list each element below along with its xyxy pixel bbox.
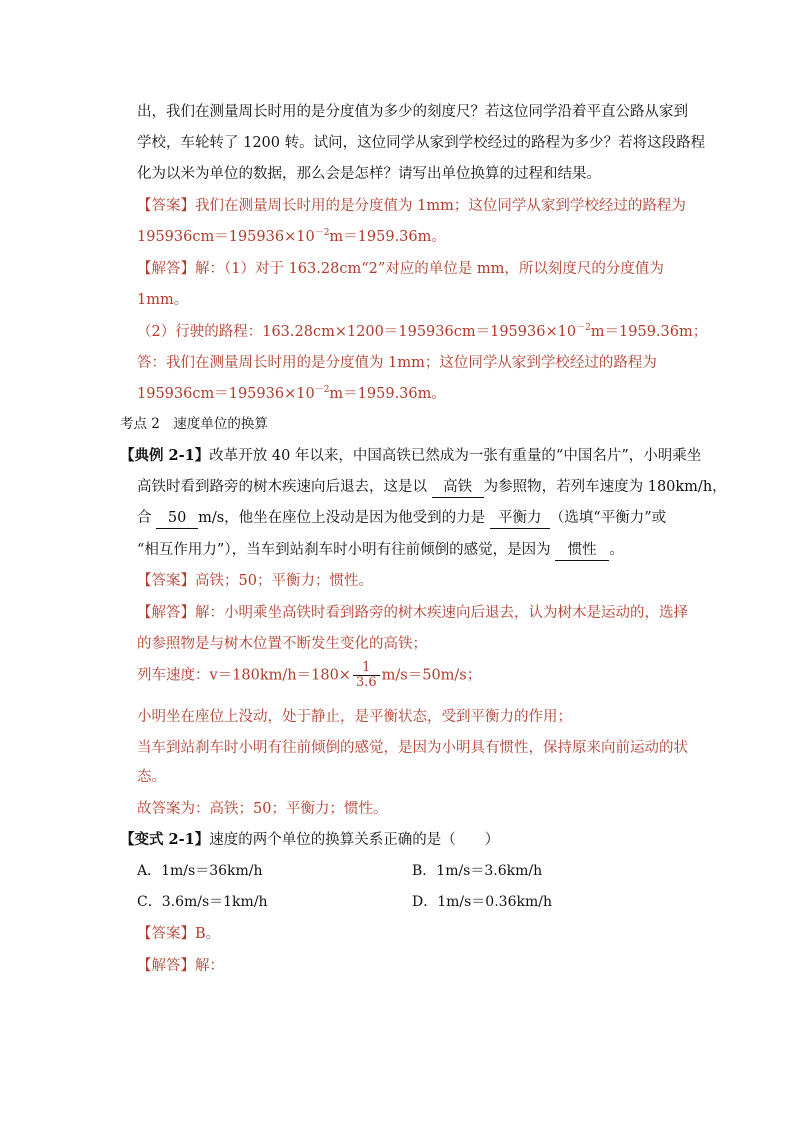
solution-tag: 【解答】	[137, 261, 195, 277]
example-2-1-line-1: 【典例 2-1】改革开放 40 年以来，中国高铁已然成为一张有重量的“中国名片”，小明乘坐	[120, 447, 702, 464]
solution-1	[137, 259, 664, 279]
example-2-1-line-4: “相互作用力”），当车到站刹车时小明有往前倾倒的感觉，是因为 惯性 。	[137, 540, 624, 561]
intro-line-2: 学校，车轮转了 1200 转。试问，这位同学从家到学校经过的路程为多少？若将这段路程	[137, 135, 706, 151]
solution-1-line-5: $195936cm=195936\times 10^{-2}m=1959.36m$。	[137, 385, 446, 402]
answer-1-line-1: 我们在测量周长时用的是分度值为 1mm；这位同学从家到学校经过的路程为	[195, 198, 686, 214]
blank-inertia: 惯性	[555, 540, 609, 561]
intro-line-3: 化为以米为单位的数据，那么会是怎样？请写出单位换算的过程和结果。	[137, 166, 601, 182]
option-c[interactable]: C．3.6m/s＝1km/h	[137, 894, 268, 910]
variant-tag: 【变式 2-1】	[120, 831, 210, 848]
solution-1-line-4: 答：我们在测量周长时用的是分度值为 1mm；这位同学从家到学校经过的路程为	[137, 355, 657, 371]
answer-tag: 【答案】	[137, 573, 195, 589]
answer-1-line-2: $195936cm=195936\times 10^{-2}m=1959.36m$。	[137, 228, 446, 245]
fraction: $\frac{1}{3.6}$	[353, 661, 380, 690]
blank-speed: 50	[156, 508, 198, 529]
solution-2-line-6: 态。	[137, 769, 166, 785]
answer-tag: 【答案】	[137, 926, 195, 942]
blank-reference: 高铁	[432, 477, 484, 498]
answer-tag: 【答案】	[137, 198, 195, 214]
example-2-1-line-2: 高铁时看到路旁的树木疾速向后退去，这是以 高铁 为参照物，若列车速度为 180km/h，	[137, 477, 727, 498]
solution-1-line-3: （2）行驶的路程：$163.28cm\times 1200=195936cm=195936\times 10^{-2}m=1959.36m$；	[137, 323, 708, 340]
variant-2-1: 【变式 2-1】速度的两个单位的换算关系正确的是（ ）	[120, 831, 500, 848]
solution-tag: 【解答】	[137, 958, 195, 974]
option-a[interactable]: A．1m/s＝36km/h	[137, 863, 263, 879]
solution-1-line-1: 解：（1）对于 163.28cm“2”对应的单位是 mm，所以刻度尺的分度值为	[195, 261, 664, 277]
section-title: 考点 2 速度单位的换算	[120, 416, 268, 432]
answer-2: 【答案】高铁；50；平衡力；惯性。	[137, 573, 373, 589]
solution-2-line-3: 列车速度：v＝180km/h＝180× $\frac{1}{3.6}$ m/s＝50m/s；	[137, 660, 482, 690]
solution-2-line-4: 小明坐在座位上没动，处于静止，是平衡状态，受到平衡力的作用；	[137, 709, 572, 725]
answer-3: 【答案】B。	[137, 926, 221, 942]
solution-3: 【解答】解：	[137, 958, 224, 974]
example-2-1-line-3: 合 50 m/s，他坐在座位上没动是因为他受到的力是 平衡力 （选填“平衡力”或	[137, 508, 666, 529]
solution-2-line-5: 当车到站刹车时小明有往前倾倒的感觉，是因为小明具有惯性，保持原来向前运动的状	[137, 740, 688, 756]
intro-line-1: 出，我们在测量周长时用的是分度值为多少的刻度尺？若这位同学沿着平直公路从家到	[137, 104, 688, 120]
solution-2-line-7: 故答案为：高铁；50；平衡力；惯性。	[137, 801, 388, 817]
blank-force: 平衡力	[490, 508, 550, 529]
solution-2: 【解答】解：小明乘坐高铁时看到路旁的树木疾速向后退去，认为树木是运动的，选择	[137, 605, 688, 621]
option-b[interactable]: B．1m/s＝3.6km/h	[412, 863, 543, 879]
example-tag: 【典例 2-1】	[120, 447, 210, 464]
answer-1	[137, 196, 686, 216]
solution-tag: 【解答】	[137, 605, 195, 621]
option-d[interactable]: D．1m/s＝0.36km/h	[412, 894, 552, 910]
solution-2-line-2: 的参照物是与树木位置不断发生变化的高铁；	[137, 636, 427, 652]
solution-1-line-2: 1mm。	[137, 292, 189, 308]
